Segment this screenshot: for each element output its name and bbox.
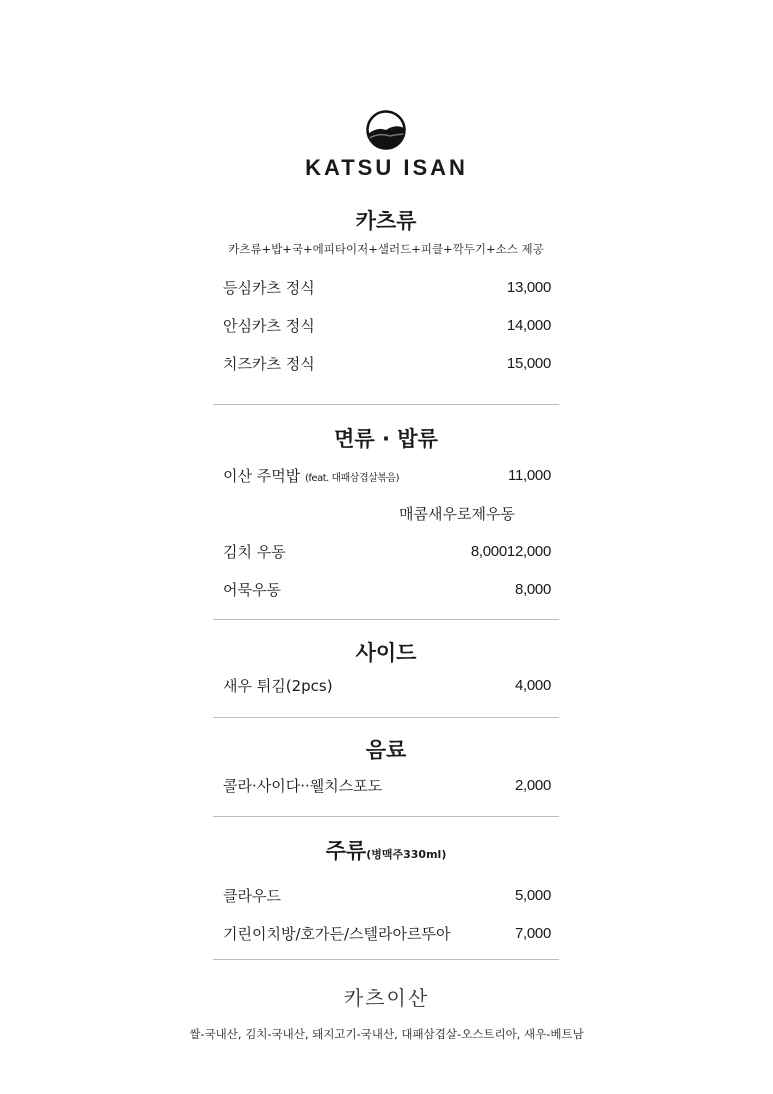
section-subtitle: (병맥주330ml) — [366, 848, 447, 861]
menu-item — [213, 667, 559, 705]
section-divider — [213, 717, 559, 718]
item-price: 12,000 — [506, 543, 551, 560]
item-price: 2,000 — [514, 777, 551, 794]
section-title: 주류(병맥주330ml) — [325, 839, 447, 863]
menu-item — [213, 269, 559, 307]
menu-item — [213, 877, 559, 915]
item-price: 13,000 — [506, 279, 551, 296]
section-divider — [213, 816, 559, 817]
menu-item — [213, 307, 559, 345]
item-name: 기린이치방/호가든/스텔라아르뚜아 — [223, 925, 451, 943]
menu-item — [213, 571, 559, 609]
item-price: 14,000 — [506, 317, 551, 334]
origin-notice: 쌀-국내산, 김치-국내산, 돼지고기-국내산, 대패삼겹살-오스트리아, 새우-베트남 — [189, 1027, 584, 1041]
section-title: 음료 — [365, 738, 407, 762]
item-note: (feat. 대패삼겹살볶음) — [305, 473, 400, 484]
mountain-logo-icon — [366, 110, 406, 150]
menu-item — [213, 767, 559, 805]
section-divider — [213, 619, 559, 620]
menu-item — [213, 533, 559, 571]
item-name: 새우 튀김(2pcs) — [223, 677, 333, 695]
item-name: 등심카츠 정식 — [223, 279, 315, 297]
item-name: 어묵우동 — [223, 581, 281, 599]
item-price: 5,000 — [514, 887, 551, 904]
item-price: 11,000 — [508, 467, 551, 484]
item-price: 8,000 — [470, 543, 507, 560]
menu-item — [213, 915, 559, 953]
item-name: 안심카츠 정식 — [223, 317, 315, 335]
section-katsu — [213, 207, 559, 383]
section-title: 사이드 — [355, 641, 417, 665]
section-divider — [213, 404, 559, 405]
item-name: 클라우드 — [223, 887, 281, 905]
item-price: 15,000 — [506, 355, 551, 372]
item-name: 김치 우동 — [223, 543, 286, 561]
section-noodles-rice — [213, 425, 559, 609]
section-title: 카츠류 — [355, 209, 417, 233]
item-price: 4,000 — [514, 677, 551, 694]
section-divider — [213, 959, 559, 960]
item-price: 8,000 — [514, 581, 551, 598]
section-drinks — [213, 736, 559, 805]
shop-name-korean: 카츠이산 — [343, 986, 430, 1010]
item-name: 치즈카츠 정식 — [223, 355, 315, 373]
section-side — [213, 639, 559, 705]
item-name: 매콤새우로제우동 — [399, 505, 515, 523]
menu-item — [213, 345, 559, 383]
section-title: 면류 · 밥류 — [334, 427, 438, 451]
item-price: 7,000 — [514, 925, 551, 942]
item-name: 이산 주먹밥 (feat. 대패삼겹살볶음) — [223, 467, 400, 485]
menu-item — [213, 457, 559, 495]
section-description: 카츠류+밥+국+에피타이저+샐러드+피클+깍두기+소스 제공 — [228, 242, 544, 256]
item-name: 콜라·사이다··웰치스포도 — [223, 777, 383, 795]
brand-name: KATSU ISAN — [305, 155, 468, 180]
section-alcohol — [213, 837, 559, 953]
